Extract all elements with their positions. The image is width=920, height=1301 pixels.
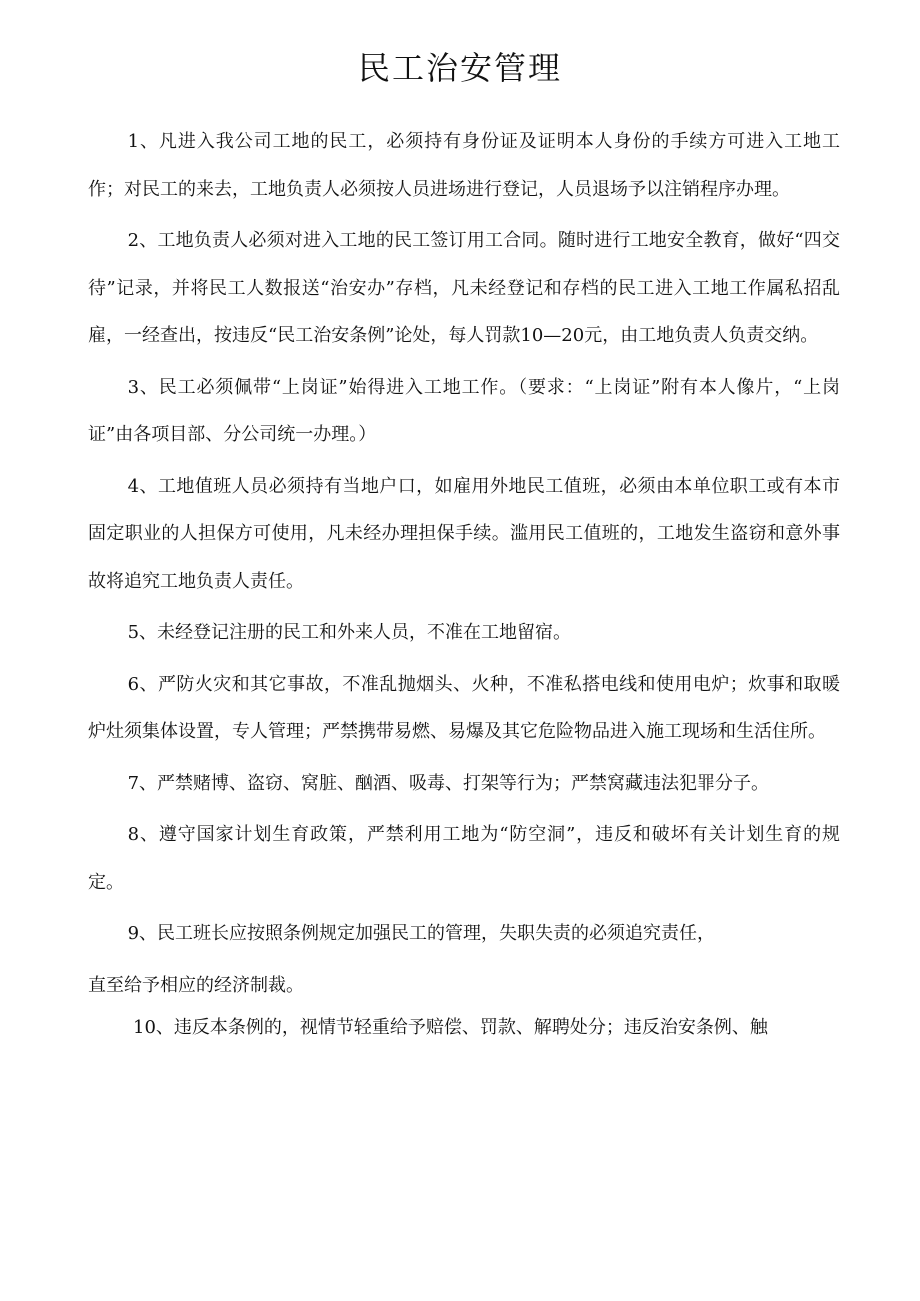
paragraph-9-continuation: 直至给予相应的经济制裁。 bbox=[88, 974, 304, 996]
paragraph-10: 10、违反本条例的，视情节轻重给予赔偿、罚款、解聘处分；违反治安条例、触 bbox=[133, 1016, 768, 1038]
paragraph-3: 3、民工必须佩带“上岗证”始得进入工地工作。（要求：“上岗证”附有本人像片，“上岗证”由各项目部、分公司统一办理。） bbox=[88, 376, 840, 445]
paragraph-9: 9、民工班长应按照条例规定加强民工的管理，失职失责的必须追究责任， bbox=[127, 923, 716, 944]
paragraph-5: 5、未经登记注册的民工和外来人员，不准在工地留宿。 bbox=[127, 622, 572, 643]
paragraph-8: 8、遵守国家计划生育政策，严禁利用工地为“防空洞”，违反和破坏有关计划生育的规定。 bbox=[88, 824, 840, 893]
paragraph-1: 1、凡进入我公司工地的民工，必须持有身份证及证明本人身份的手续方可进入工地工作；对民工的来去，工地负责人必须按人员进场进行登记，人员退场予以注销程序办理。 bbox=[88, 131, 840, 200]
paragraph-2: 2、工地负责人必须对进入工地的民工签订用工合同。随时进行工地安全教育，做好“四交待”记录，并将民工人数报送“治安办”存档，凡未经登记和存档的民工进入工地工作属私招乱雇，一经查出，按违反“民工治安条例”论处，每人罚款10—20元，由工地负责人负责交纳。 bbox=[88, 230, 840, 346]
paragraph-6: 6、严防火灾和其它事故，不准乱抛烟头、火种，不准私搭电线和使用电炉；炊事和取暖炉灶须集体设置，专人管理；严禁携带易燃、易爆及其它危险物品进入施工现场和生活住所。 bbox=[88, 673, 840, 742]
document-title: 民工治安管理 bbox=[357, 49, 562, 87]
document-body bbox=[88, 118, 840, 1052]
paragraph-4: 4、工地值班人员必须持有当地户口，如雇用外地民工值班，必须由本单位职工或有本市固定职业的人担保方可使用，凡未经办理担保手续。滥用民工值班的，工地发生盗窃和意外事故将追究工地负责人责任。 bbox=[88, 475, 840, 592]
paragraph-7: 7、严禁赌博、盗窃、窝脏、酗酒、吸毒、打架等行为；严禁窝藏违法犯罪分子。 bbox=[127, 772, 770, 794]
